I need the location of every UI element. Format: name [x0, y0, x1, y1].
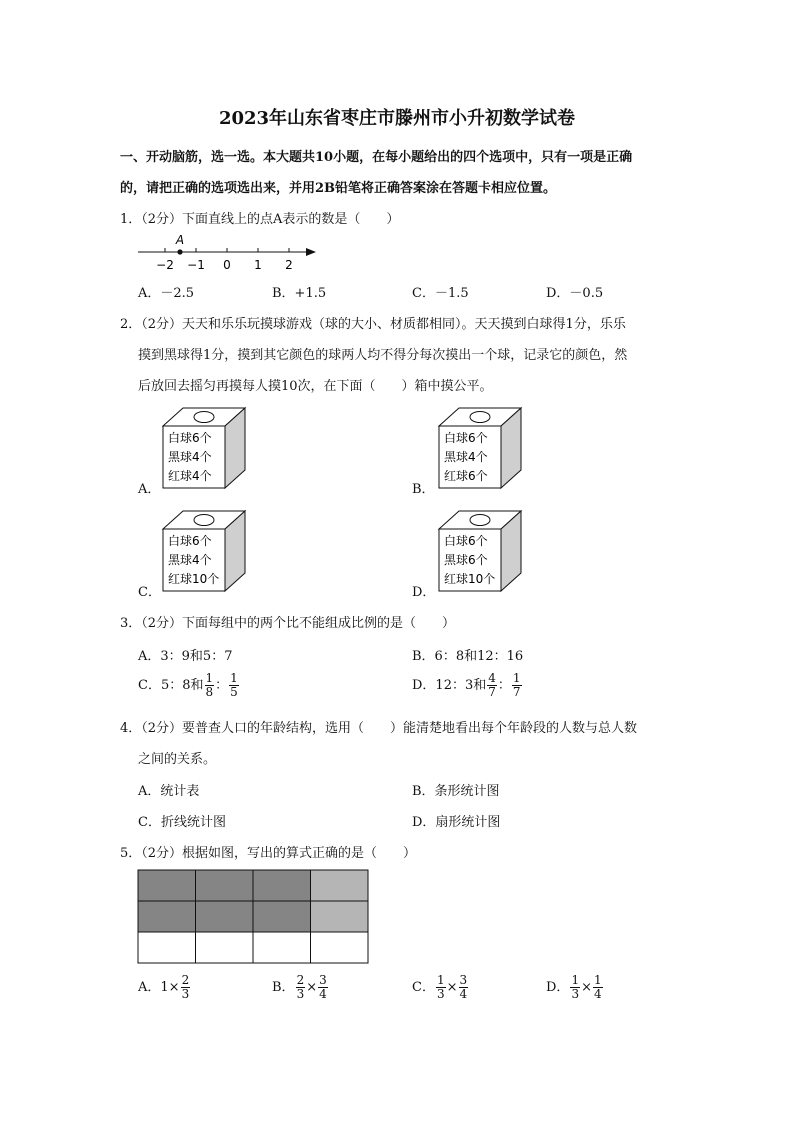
box-line-white: 白球6个 [168, 534, 212, 548]
box-line-red: 红球10个 [168, 572, 220, 586]
q3-option-c-prefix: C．5：8和 [138, 678, 204, 693]
q5-option-c[interactable] [412, 974, 469, 1001]
q5-option-d-prefix: D． [546, 980, 570, 995]
question-1-stem: 1．（2分）下面直线上的点A表示的数是（ ） [120, 212, 400, 227]
grid-cell [253, 870, 311, 901]
grid-cell [138, 870, 196, 901]
numerator: 1 [205, 671, 214, 685]
point-a-label: A [175, 233, 185, 247]
tick-label-2: 2 [285, 258, 293, 272]
denominator: 8 [205, 685, 214, 699]
numerator: 1 [512, 671, 521, 685]
ratio-colon: ： [215, 678, 229, 693]
fraction [318, 974, 328, 1001]
q1-option-a[interactable]: A．－2.5 [138, 286, 195, 301]
box-opening [470, 515, 490, 526]
denominator: 4 [459, 987, 468, 1001]
tick-label-1: 1 [254, 258, 262, 272]
page-title: 2023年山东省枣庄市滕州市小升初数学试卷 [218, 108, 576, 129]
question-2-line3: 后放回去摇匀再摸每人摸10次，在下面（ ）箱中摸公平。 [138, 379, 493, 394]
grid-cell [196, 870, 254, 901]
ball-box-d [436, 509, 526, 595]
fraction [459, 974, 469, 1001]
denominator: 7 [512, 685, 521, 699]
q3-option-b[interactable]: B．6：8和12：16 [412, 649, 524, 664]
q2-option-b[interactable]: B． [412, 482, 435, 497]
numerator: 1 [593, 973, 602, 987]
question-2-line2: 摸到黑球得1分，摸到其它颜色的球两人均不得分每次摸出一个球，记录它的颜色，然 [138, 348, 628, 363]
fraction [570, 974, 580, 1001]
numerator: 2 [296, 973, 305, 987]
q2-option-c[interactable]: C． [138, 585, 161, 600]
question-4-line2: 之间的关系。 [138, 752, 217, 767]
grid-cell [138, 901, 196, 932]
q3-option-c[interactable] [138, 672, 240, 699]
box-line-black: 黑球4个 [444, 450, 488, 464]
question-5-stem: 5．（2分）根据如图，写出的算式正确的是（ ） [120, 846, 417, 861]
numerator: 3 [319, 973, 327, 987]
number-line-arrow [306, 248, 316, 256]
denominator: 3 [436, 987, 445, 1001]
tick-label-neg2: −2 [156, 258, 174, 272]
q5-option-b-prefix: B． [272, 980, 295, 995]
denominator: 3 [571, 987, 580, 1001]
grid-cell [311, 932, 369, 963]
box-line-white: 白球6个 [168, 431, 212, 445]
number-line-figure [130, 228, 330, 276]
tick-label-0: 0 [223, 258, 231, 272]
fraction [512, 672, 522, 699]
times-sign: × [581, 980, 592, 995]
q1-option-c[interactable]: C．－1.5 [412, 286, 469, 301]
fraction [181, 974, 191, 1001]
grid-cell [311, 870, 369, 901]
q4-option-c[interactable]: C．折线统计图 [138, 815, 226, 830]
box-opening [194, 515, 214, 526]
q5-option-a-prefix: A．1× [138, 980, 180, 995]
times-sign: × [306, 980, 318, 995]
numerator: 3 [459, 973, 468, 987]
box-line-black: 黑球4个 [168, 450, 212, 464]
grid-cell [311, 901, 369, 932]
question-3-stem: 3．（2分）下面每组中的两个比不能组成比例的是（ ） [120, 616, 456, 631]
denominator: 3 [296, 987, 305, 1001]
times-sign: × [446, 980, 458, 995]
q3-option-a[interactable]: A．3：9和5：7 [138, 649, 233, 664]
shaded-grid-figure [137, 869, 371, 965]
section-instructions-line2: 的，请把正确的选项选出来，并用2B铅笔将正确答案涂在答题卡相应位置。 [120, 181, 557, 196]
q1-option-d[interactable]: D．－0.5 [546, 286, 604, 301]
numerator: 1 [436, 973, 445, 987]
fraction [487, 672, 497, 699]
question-4-line1: 4．（2分）要普查人口的年龄结构，选用（ ）能清楚地看出每个年龄段的人数与总人数 [120, 721, 638, 736]
fraction [229, 672, 239, 699]
fraction [593, 974, 603, 1001]
ball-box-c [160, 509, 250, 595]
numerator: 1 [571, 973, 580, 987]
q3-option-d-prefix: D．12：3和 [412, 678, 487, 693]
box-line-white: 白球6个 [444, 431, 488, 445]
grid-cell [196, 932, 254, 963]
denominator: 5 [230, 685, 238, 699]
q2-option-a[interactable]: A． [138, 482, 161, 497]
box-line-white: 白球6个 [444, 534, 488, 548]
ball-box-b [436, 406, 526, 492]
box-line-black: 黑球4个 [168, 553, 212, 567]
q4-option-d[interactable]: D．扇形统计图 [412, 815, 501, 830]
box-line-black: 黑球6个 [444, 553, 488, 567]
box-opening [470, 412, 490, 423]
q5-option-a[interactable] [138, 974, 191, 1001]
grid-cell [253, 901, 311, 932]
denominator: 3 [181, 987, 190, 1001]
q4-option-a[interactable]: A．统计表 [138, 784, 200, 799]
numerator: 2 [181, 973, 190, 987]
box-line-red: 红球6个 [444, 469, 488, 483]
fraction [205, 672, 215, 699]
box-opening [194, 412, 214, 423]
ratio-colon: ： [497, 678, 511, 693]
question-2-line1: 2．（2分）天天和乐乐玩摸球游戏（球的大小、材质都相同）。天天摸到白球得1分，乐乐 [120, 317, 626, 332]
q2-option-d[interactable]: D． [412, 585, 436, 600]
grid-cell [253, 932, 311, 963]
box-line-red: 红球4个 [168, 469, 212, 483]
denominator: 7 [488, 685, 496, 699]
q3-option-d[interactable] [412, 672, 523, 699]
ball-box-a [160, 406, 250, 492]
fraction [296, 974, 306, 1001]
tick-label-neg1: −1 [187, 258, 205, 272]
box-line-red: 红球10个 [444, 572, 496, 586]
denominator: 4 [319, 987, 327, 1001]
denominator: 4 [593, 987, 602, 1001]
point-a-marker [177, 249, 182, 254]
q5-option-d[interactable] [546, 974, 604, 1001]
q5-option-c-prefix: C． [412, 980, 435, 995]
section-instructions-line1: 一、开动脑筋，选一选。本大题共10小题，在每小题给出的四个选项中，只有一项是正确 [120, 150, 633, 165]
q4-option-b[interactable]: B．条形统计图 [412, 784, 500, 799]
numerator: 1 [230, 671, 238, 685]
q1-option-b[interactable]: B．+1.5 [272, 286, 327, 301]
grid-cell [196, 901, 254, 932]
fraction [436, 974, 446, 1001]
grid-cell [138, 932, 196, 963]
numerator: 4 [488, 671, 496, 685]
q5-option-b[interactable] [272, 974, 329, 1001]
